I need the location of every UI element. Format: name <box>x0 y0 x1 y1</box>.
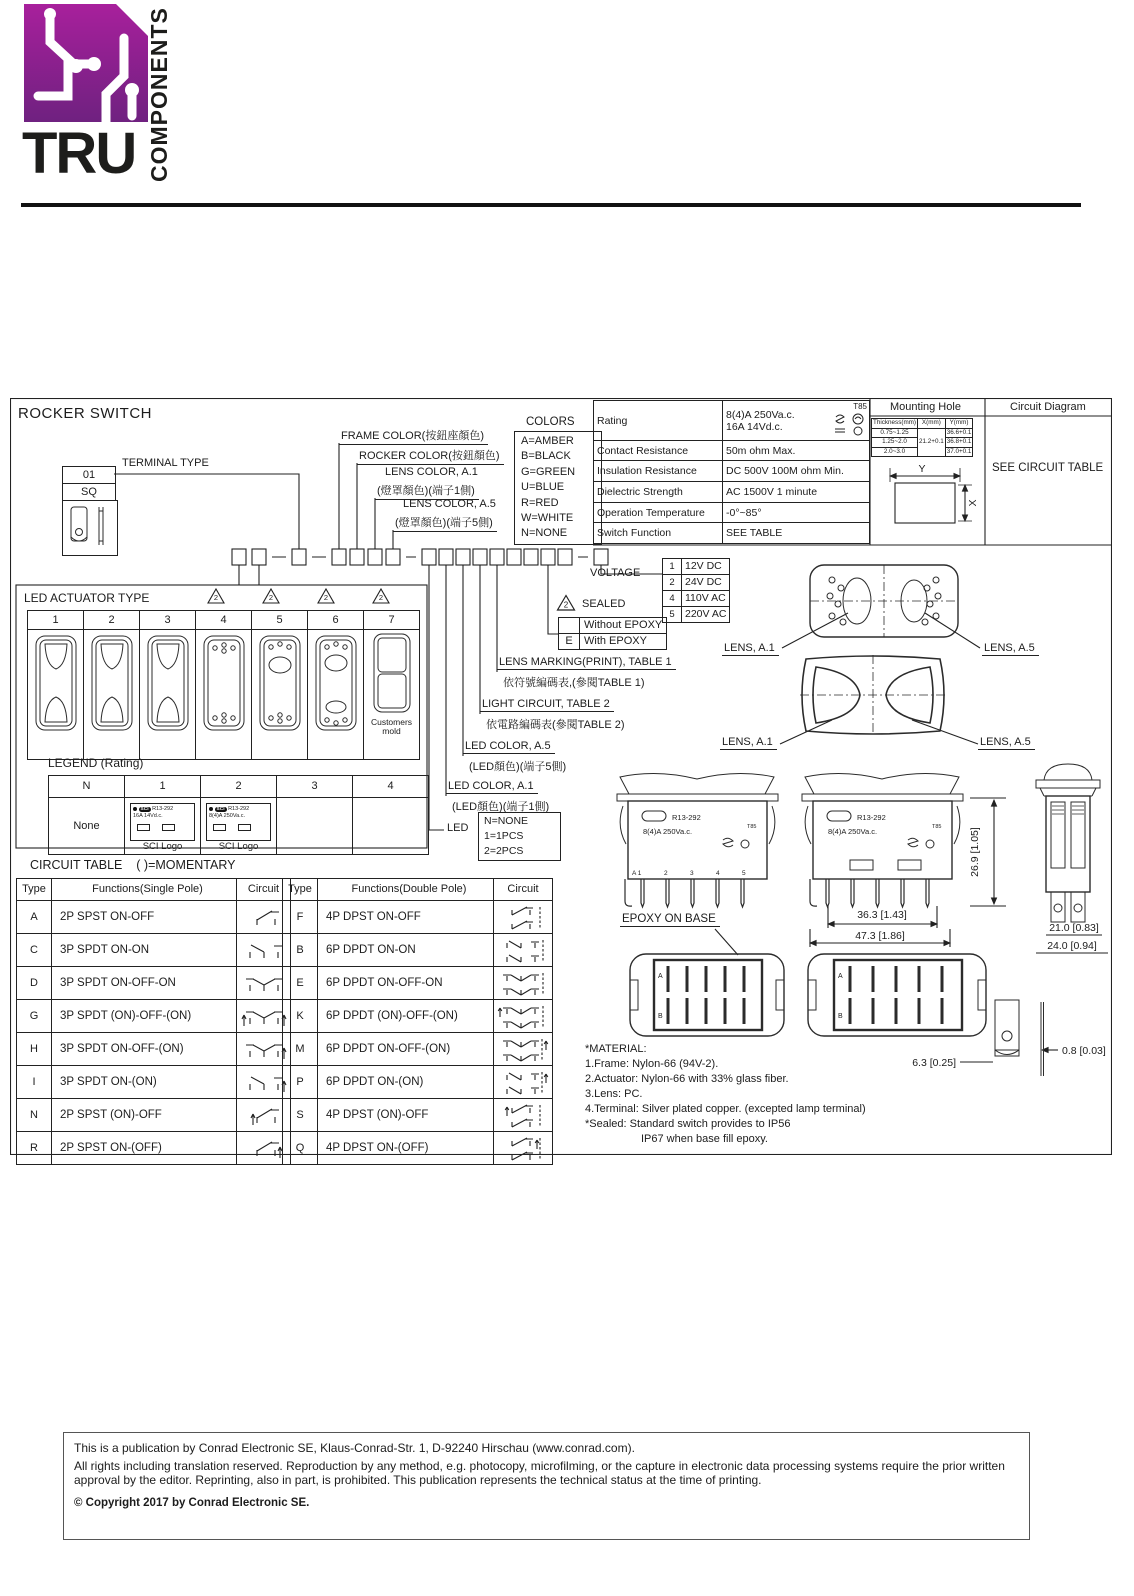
terminal-number: 2 <box>664 870 668 877</box>
material-notes <box>585 1042 866 1147</box>
frame-color-label: FRAME COLOR(按鈕座顏色) <box>339 427 488 445</box>
legend-sample-1 <box>125 798 201 855</box>
mounting-cell: 36.6+0.1 <box>945 428 973 438</box>
table-row <box>17 1033 291 1066</box>
actuator-type-4 <box>196 630 252 760</box>
model-number: R13-292 <box>228 806 250 812</box>
actuator-type-5 <box>252 630 308 760</box>
spec-value: -0°~85° <box>723 503 870 523</box>
sealed-code <box>559 618 580 634</box>
terminal-drawing-box <box>62 500 118 556</box>
lens-a1-label: LENS, A.1 <box>720 736 777 750</box>
mounting-header: X(mm) <box>918 419 946 429</box>
row-a-label: A <box>658 973 663 980</box>
legend-header: 4 <box>353 776 429 798</box>
dim-24-0: 24.0 [0.94] <box>1047 940 1097 952</box>
circuit-symbol-spst-momentary <box>239 1102 289 1128</box>
actuator-col: 3 <box>140 611 196 630</box>
rating-text: 8(4)A 250Va.c. <box>643 827 693 836</box>
sealed-table <box>558 617 667 650</box>
table-row <box>17 1099 291 1132</box>
legend-header: 1 <box>125 776 201 798</box>
dim-26-9: 26.9 [1.05] <box>969 827 981 877</box>
color-option: U=BLUE <box>521 481 565 494</box>
voltage-table <box>662 558 730 623</box>
spec-value <box>723 401 870 441</box>
table-row <box>283 1066 553 1099</box>
table-row <box>17 1132 291 1165</box>
color-option: G=GREEN <box>521 465 576 478</box>
type-code: C <box>17 934 52 967</box>
led-option: 2=2PCS <box>484 845 524 857</box>
actuator-col: 6 <box>308 611 364 630</box>
circuit-symbol-spdt-momentary <box>239 1069 289 1095</box>
dim-0-8: 0.8 [0.03] <box>1062 1045 1106 1057</box>
function-desc: 3P SPDT ON-ON <box>52 934 237 967</box>
type-code: M <box>283 1033 318 1066</box>
technical-drawing-area <box>10 398 1112 1155</box>
terminal-number: 3 <box>690 870 694 877</box>
circuit-symbol-spdt-momentary <box>239 1003 289 1029</box>
voltage-value: 12V DC <box>682 559 730 575</box>
lens-base-top-view <box>808 563 960 639</box>
function-desc: 6P DPDT ON-ON <box>318 934 494 967</box>
led-option: 1=1PCS <box>484 830 524 842</box>
rocker-color-label: ROCKER COLOR(按鈕顏色) <box>357 447 504 465</box>
rating-text: 8(4)A 250Va.c. <box>209 813 245 819</box>
color-option: A=AMBER <box>521 435 574 447</box>
legend-none: None <box>49 798 125 855</box>
col-header: Functions(Single Pole) <box>52 879 237 901</box>
legend-caption: SCI Logo <box>142 841 183 852</box>
mounting-cell: 36.8+0.1 <box>945 438 973 448</box>
spec-label: Switch Function <box>594 523 723 544</box>
type-code: B <box>283 934 318 967</box>
rating-text: 16A 14Vd.c. <box>133 813 163 819</box>
legend-sample-2 <box>201 798 277 855</box>
circuit-diagram-title: Circuit Diagram <box>1010 401 1086 413</box>
lens-marking-zh: 依符號編碼表,(參閱TABLE 1) <box>503 677 645 689</box>
switch-front-view-2 <box>800 768 965 911</box>
material-line: *Sealed: Standard switch provides to IP56 <box>585 1118 791 1130</box>
col-header: Functions(Double Pole) <box>318 879 494 901</box>
sealed-value: Without EPOXY <box>580 618 667 634</box>
table-row <box>17 1000 291 1033</box>
lens-color-a1-zh: (燈罩顏色)(端子1側) <box>375 482 479 500</box>
legend-header: N <box>49 776 125 798</box>
spec-value: AC 1500V 1 minute <box>723 482 870 503</box>
model-number: R13-292 <box>672 813 701 822</box>
sealed-label: SEALED <box>582 598 626 610</box>
terminal-number: 4 <box>716 870 720 877</box>
color-option: N=NONE <box>521 527 568 540</box>
circuit-table-title-text: CIRCUIT TABLE <box>30 858 123 872</box>
table-row <box>17 967 291 1000</box>
publisher-footer <box>63 1432 1030 1540</box>
bottom-view-1 <box>628 952 786 1038</box>
actuator-col: 5 <box>252 611 308 630</box>
actuator-col: 1 <box>28 611 84 630</box>
type-code: Q <box>283 1132 318 1165</box>
material-line: 3.Lens: PC. <box>585 1088 643 1100</box>
actuator-type-6 <box>308 630 364 760</box>
circuit-symbol-dpst-momentary <box>496 1133 550 1163</box>
bottom-view-2 <box>806 952 988 1038</box>
material-line: 4.Terminal: Silver plated copper. (excepted lamp terminal) <box>585 1103 866 1115</box>
sci-logo: SCI <box>648 814 660 821</box>
t85-mark: T85 <box>747 824 757 830</box>
dim-47-3: 47.3 [1.86] <box>855 930 905 942</box>
terminal-type-label: TERMINAL TYPE <box>122 457 209 469</box>
led-option: N=NONE <box>484 815 529 827</box>
circuit-symbol-dpdt <box>496 968 550 998</box>
voltage-code: 2 <box>663 575 682 591</box>
sealed-mark: 2 <box>213 593 219 602</box>
voltage-value: 24V DC <box>682 575 730 591</box>
lens-color-a5-zh: (燈罩顏色)(端子5側) <box>393 514 497 532</box>
voltage-code: 4 <box>663 591 682 607</box>
led-color-a5-zh: (LED顏色)(端子5側) <box>469 761 567 773</box>
led-label: LED <box>447 822 469 834</box>
mounting-cell: 0.75~1.25 <box>872 428 918 438</box>
sci-logo: SCI <box>833 814 845 821</box>
custom-mold-note: Customers <box>370 717 413 727</box>
actuator-table <box>27 610 420 760</box>
certification-marks-icon <box>831 411 865 437</box>
material-line: 1.Frame: Nylon-66 (94V-2). <box>585 1058 719 1070</box>
table-row <box>283 1033 553 1066</box>
led-color-a1-label: LED COLOR, A.1 <box>446 780 538 794</box>
lens-a5-label: LENS, A.5 <box>982 642 1039 656</box>
type-code: G <box>17 1000 52 1033</box>
spec-label: Operation Temperature <box>594 503 723 523</box>
color-option: B=BLACK <box>521 450 571 463</box>
tru-logo-icon <box>24 4 148 122</box>
sealed-code: E <box>559 634 580 650</box>
brand-sub: COMPONENTS <box>146 7 172 182</box>
light-circuit-label: LIGHT CIRCUIT, TABLE 2 <box>480 698 614 712</box>
circuit-symbol-dpdt-momentary <box>496 1067 550 1097</box>
circuit-symbol-spst-momentary <box>239 1135 289 1161</box>
function-desc: 2P SPST ON-(OFF) <box>52 1132 237 1165</box>
row-b-label: B <box>658 1013 663 1020</box>
model-number: R13-292 <box>152 806 174 812</box>
legend-title: LEGEND (Rating) <box>48 756 144 770</box>
type-code: H <box>17 1033 52 1066</box>
color-option: W=WHITE <box>521 512 574 525</box>
switch-marking-label <box>206 803 271 841</box>
table-row <box>283 934 553 967</box>
mounting-header: Y(mm) <box>945 419 973 429</box>
function-desc: 6P DPDT ON-OFF-(ON) <box>318 1033 494 1066</box>
footer-copyright: © Copyright 2017 by Conrad Electronic SE. <box>74 1497 310 1509</box>
voltage-value: 110V AC <box>682 591 730 607</box>
actuator-col: 4 <box>196 611 252 630</box>
actuator-type-3 <box>140 630 196 760</box>
circuit-symbol-dpst <box>496 902 550 932</box>
page-title: ROCKER SWITCH <box>18 405 152 422</box>
mounting-cell: 2.0~3.0 <box>872 447 918 457</box>
table-row <box>17 901 291 934</box>
function-desc: 3P SPDT ON-(ON) <box>52 1066 237 1099</box>
mounting-cell: 21.2+0.1 <box>918 428 946 457</box>
circuit-symbol-spst <box>239 904 289 930</box>
led-color-a1-zh: (LED顏色)(端子1側) <box>452 801 550 813</box>
material-line: 2.Actuator: Nylon-66 with 33% glass fiber. <box>585 1073 789 1085</box>
sealed-mark: 2 <box>323 593 329 602</box>
mounting-header: Thickness(mm) <box>872 419 918 429</box>
circuit-symbol-spdt-momentary <box>239 1036 289 1062</box>
col-header: Circuit <box>237 879 291 901</box>
type-code: R <box>17 1132 52 1165</box>
light-circuit-zh: 依電路編碼表(參閱TABLE 2) <box>486 719 625 731</box>
terminal-code-top: 01 <box>62 466 116 484</box>
spec-label: Dielectric Strength <box>594 482 723 503</box>
col-header: Circuit <box>494 879 553 901</box>
led-options-box <box>478 812 561 861</box>
spec-label: Rating <box>594 401 723 441</box>
mounting-dim-y: Y <box>918 463 926 475</box>
momentary-note: ( )=MOMENTARY <box>136 858 236 872</box>
function-desc: 6P DPDT ON-(ON) <box>318 1066 494 1099</box>
circuit-symbol-dpdt <box>496 935 550 965</box>
sealed-warning-icon <box>556 594 576 612</box>
type-code: K <box>283 1000 318 1033</box>
voltage-code: 5 <box>663 607 682 623</box>
material-line: IP67 when base fill epoxy. <box>641 1133 768 1145</box>
material-line: *MATERIAL: <box>585 1043 647 1055</box>
lens-color-a5-label: LENS COLOR, A.5 <box>403 498 496 510</box>
function-desc: 3P SPDT (ON)-OFF-(ON) <box>52 1000 237 1033</box>
actuator-col: 7 <box>364 611 420 630</box>
function-desc: 6P DPDT ON-OFF-ON <box>318 967 494 1000</box>
legend-table <box>48 775 429 855</box>
sealed-mark: 2 <box>268 593 274 602</box>
spec-table <box>593 400 870 544</box>
type-code: D <box>17 967 52 1000</box>
function-desc: 4P DPST ON-OFF <box>318 901 494 934</box>
circuit-diagram-note: SEE CIRCUIT TABLE <box>992 462 1104 474</box>
lens-marking-label: LENS MARKING(PRINT), TABLE 1 <box>497 656 676 670</box>
actuator-sealed-icons <box>206 587 406 606</box>
spec-value: SEE TABLE <box>723 523 870 544</box>
type-code: N <box>17 1099 52 1132</box>
row-b-label: B <box>838 1013 843 1020</box>
footer-line2: All rights including translation reserved. Reproduction by any method, e.g. photocopy, microfilming, or the capture in electronic data processing systems require the prior written approval by the editor. Reprinting, also in part, is prohibited. This publication represents the technical status at the time of printing. <box>74 1459 1005 1487</box>
voltage-value: 220V AC <box>682 607 730 623</box>
row-a-label: A <box>838 973 843 980</box>
function-desc: 4P DPST (ON)-OFF <box>318 1099 494 1132</box>
col-header: Type <box>17 879 52 901</box>
type-code: S <box>283 1099 318 1132</box>
table-row <box>17 934 291 967</box>
lens-a1-label: LENS, A.1 <box>722 642 779 656</box>
circuit-table-title <box>30 858 236 872</box>
type-code: I <box>17 1066 52 1099</box>
type-code: P <box>283 1066 318 1099</box>
terminal-detail-view <box>985 996 1055 1081</box>
header-divider <box>21 203 1081 207</box>
function-desc: 3P SPDT ON-OFF-(ON) <box>52 1033 237 1066</box>
mounting-hole-title: Mounting Hole <box>890 401 961 413</box>
function-desc: 2P SPST (ON)-OFF <box>52 1099 237 1132</box>
spec-value: 50m ohm Max. <box>723 441 870 461</box>
function-desc: 2P SPST ON-OFF <box>52 901 237 934</box>
voltage-code: 1 <box>663 559 682 575</box>
function-desc: 3P SPDT ON-OFF-ON <box>52 967 237 1000</box>
voltage-label: VOLTAGE <box>590 567 641 579</box>
circuit-symbol-dpdt-momentary <box>496 1001 550 1031</box>
function-desc: 6P DPDT (ON)-OFF-(ON) <box>318 1000 494 1033</box>
led-color-a5-label: LED COLOR, A.5 <box>463 740 555 754</box>
terminal-code-bottom: SQ <box>62 483 116 501</box>
legend-sample-3 <box>277 798 353 855</box>
spec-label: Insulation Resistance <box>594 461 723 482</box>
circuit-symbol-dpdt-momentary <box>496 1034 550 1064</box>
epoxy-label: EPOXY ON BASE <box>620 913 720 927</box>
model-number: R13-292 <box>857 813 886 822</box>
mounting-hole-table <box>871 418 973 457</box>
dim-36-3: 36.3 [1.43] <box>857 909 907 921</box>
legend-caption: SCI Logo <box>218 841 259 852</box>
colors-box <box>514 431 602 545</box>
actuator-title: LED ACTUATOR TYPE <box>24 591 150 605</box>
single-pole-table <box>16 878 291 1165</box>
table-row <box>283 901 553 934</box>
switch-front-view-1 <box>615 768 780 911</box>
spec-label: Contact Resistance <box>594 441 723 461</box>
table-row <box>283 967 553 1000</box>
footer-line1: This is a publication by Conrad Electronic SE, Klaus-Conrad-Str. 1, D-92240 Hirschau (www.conrad.com). <box>74 1441 635 1455</box>
lens-color-a1-label: LENS COLOR, A.1 <box>385 466 478 478</box>
sci-logo: SCI <box>140 807 149 812</box>
sealed-mark: 2 <box>378 593 384 602</box>
type-code: E <box>283 967 318 1000</box>
switch-side-view <box>1026 758 1110 930</box>
legend-sample-4 <box>353 798 429 855</box>
actuator-type-2 <box>84 630 140 760</box>
t85-mark: T85 <box>932 824 942 830</box>
terminal-drawing <box>63 501 115 553</box>
actuator-type-7 <box>364 630 420 760</box>
dim-6-3: 6.3 [0.25] <box>912 1057 956 1069</box>
legend-header: 3 <box>277 776 353 798</box>
type-code: A <box>17 901 52 934</box>
terminal-number: 5 <box>742 870 746 877</box>
sci-logo: SCI <box>216 807 225 812</box>
mounting-dim-x: X <box>967 499 979 507</box>
sealed-value: With EPOXY <box>580 634 667 650</box>
circuit-symbol-spdt <box>239 970 289 996</box>
switch-marking-label <box>130 803 195 841</box>
custom-mold-note: mold <box>382 726 401 736</box>
lens-a5-label: LENS, A.5 <box>978 736 1035 750</box>
terminal-number: A 1 <box>632 870 642 877</box>
table-row <box>283 1132 553 1165</box>
spec-value: DC 500V 100M ohm Min. <box>723 461 870 482</box>
type-code: F <box>283 901 318 934</box>
rating-text: 8(4)A 250Va.c. <box>828 827 878 836</box>
legend-header: 2 <box>201 776 277 798</box>
color-option: R=RED <box>521 496 559 509</box>
colors-box-title: COLORS <box>526 416 575 428</box>
t85-mark: T85 <box>853 402 867 411</box>
rocker-top-view <box>798 653 948 737</box>
col-header: Type <box>283 879 318 901</box>
table-row <box>283 1099 553 1132</box>
table-row <box>17 1066 291 1099</box>
circuit-symbol-spdt <box>239 937 289 963</box>
circuit-symbol-dpst-momentary <box>496 1100 550 1130</box>
table-row <box>283 1000 553 1033</box>
rating-line1: 8(4)A 250Va.c. <box>726 408 795 421</box>
rating-line2: 16A 14Vd.c. <box>726 420 783 433</box>
mounting-cell: 37.0+0.1 <box>945 447 973 457</box>
actuator-type-1 <box>28 630 84 760</box>
brand-name: TRU <box>22 121 136 186</box>
double-pole-table <box>282 878 553 1165</box>
actuator-col: 2 <box>84 611 140 630</box>
dim-21-0: 21.0 [0.83] <box>1049 922 1099 934</box>
sealed-mark: 2 <box>563 600 569 610</box>
function-desc: 4P DPST ON-(OFF) <box>318 1132 494 1165</box>
mounting-cell: 1.25~2.0 <box>872 438 918 448</box>
